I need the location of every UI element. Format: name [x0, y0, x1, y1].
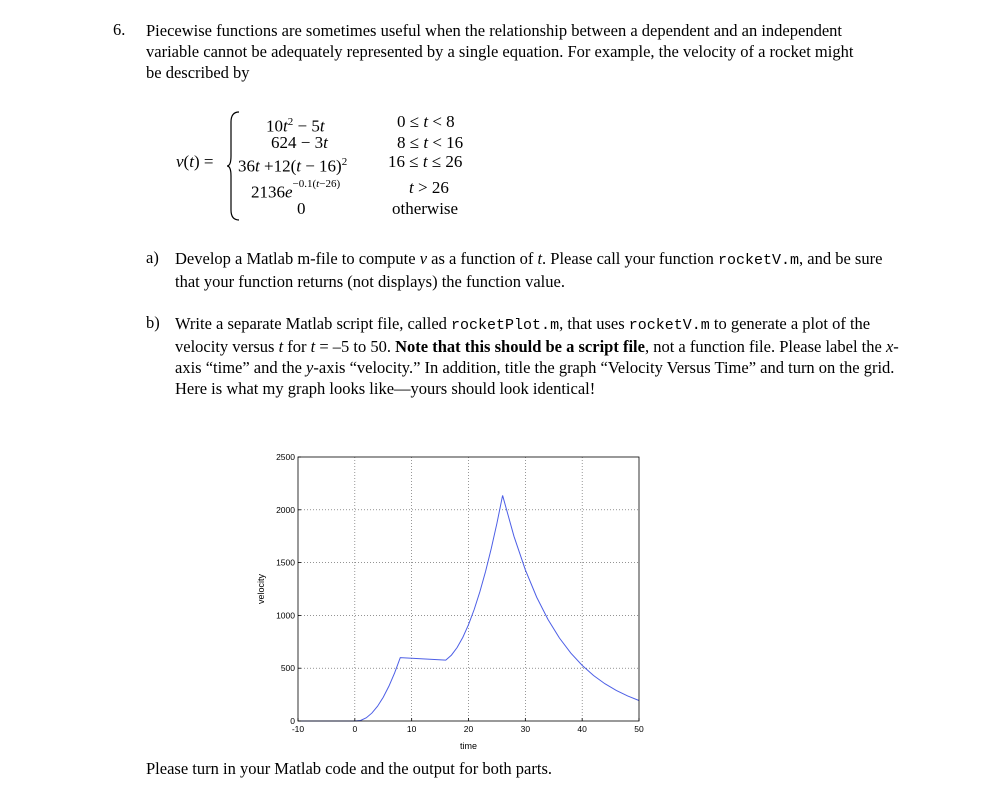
x-axis-label: time	[459, 741, 478, 751]
x-tick-label-5: 40	[577, 724, 587, 734]
case-1-cond: 0 ≤ t < 8	[397, 112, 455, 131]
code-rocketV-2: rocketV.m	[628, 317, 710, 334]
part-a-label: a)	[146, 248, 159, 267]
x-tick-label-0: -10	[291, 724, 305, 734]
y-tick-label-2: 1000	[276, 610, 295, 621]
part-a-text: Develop a Matlab m-file to compute v as a function of t. Please call your function rocketV.m, and be sure that your function returns (not displays) the function value.	[175, 249, 883, 291]
case-2-expr: 624 − 3t	[271, 133, 328, 152]
x-tick-label-4: 30	[520, 724, 531, 734]
x-tick-label-1: 0	[352, 724, 358, 734]
code-rocketV: rocketV.m	[718, 252, 800, 269]
y-axis-label: velocity	[256, 573, 266, 605]
case-3-cond: 16 ≤ t ≤ 26	[388, 152, 463, 171]
x-tick-label-6: 50	[634, 724, 644, 734]
equation-lhs: v(t) =	[176, 152, 214, 171]
case-4-cond: t > 26	[409, 178, 449, 197]
code-rocketPlot: rocketPlot.m	[451, 317, 560, 334]
x-tick-label-3: 20	[463, 724, 474, 734]
y-tick-label-5: 2500	[276, 452, 295, 462]
y-tick-label-1: 500	[280, 663, 295, 674]
case-5-expr: 0	[297, 199, 306, 218]
problem-number: 6.	[113, 20, 126, 39]
problem-intro: Piecewise functions are sometimes useful when the relationship between a dependent and an independent variable cannot be adequately represented by a single equation. For example, the velocity of a rocket might be described by	[146, 21, 854, 82]
case-1-expr: $10t^2 - 5t$	[266, 116, 325, 136]
y-tick-label-0: 0	[290, 716, 295, 726]
case-3-expr: $36t +12(t - 16)^2$	[238, 156, 348, 176]
y-tick-label-3: 1500	[276, 557, 295, 568]
x-tick-label-2: 10	[406, 724, 417, 734]
case-2-cond: 8 ≤ t < 16	[397, 133, 464, 152]
footer-instruction: Please turn in your Matlab code and the output for both parts.	[146, 759, 552, 778]
part-b-label: b)	[146, 313, 160, 332]
y-tick-label-4: 2000	[276, 504, 295, 515]
case-5-cond: otherwise	[392, 199, 459, 218]
part-b-text: Write a separate Matlab script file, called rocketPlot.m, that uses rocketV.m to generate a plot of the velocity versus t for t = –5 to 50. Note that this should be a script file, not a function file. Please label the x-axis “time” and the y-axis “velocity.” In addition, title the graph “Velocity Versus Time” and turn on the grid. Here is what my graph looks like—yours should look identical!	[175, 314, 899, 398]
case-4-expr: $2136e^{-0.1(t-26)}$	[251, 178, 341, 202]
velocity-chart	[250, 445, 650, 760]
